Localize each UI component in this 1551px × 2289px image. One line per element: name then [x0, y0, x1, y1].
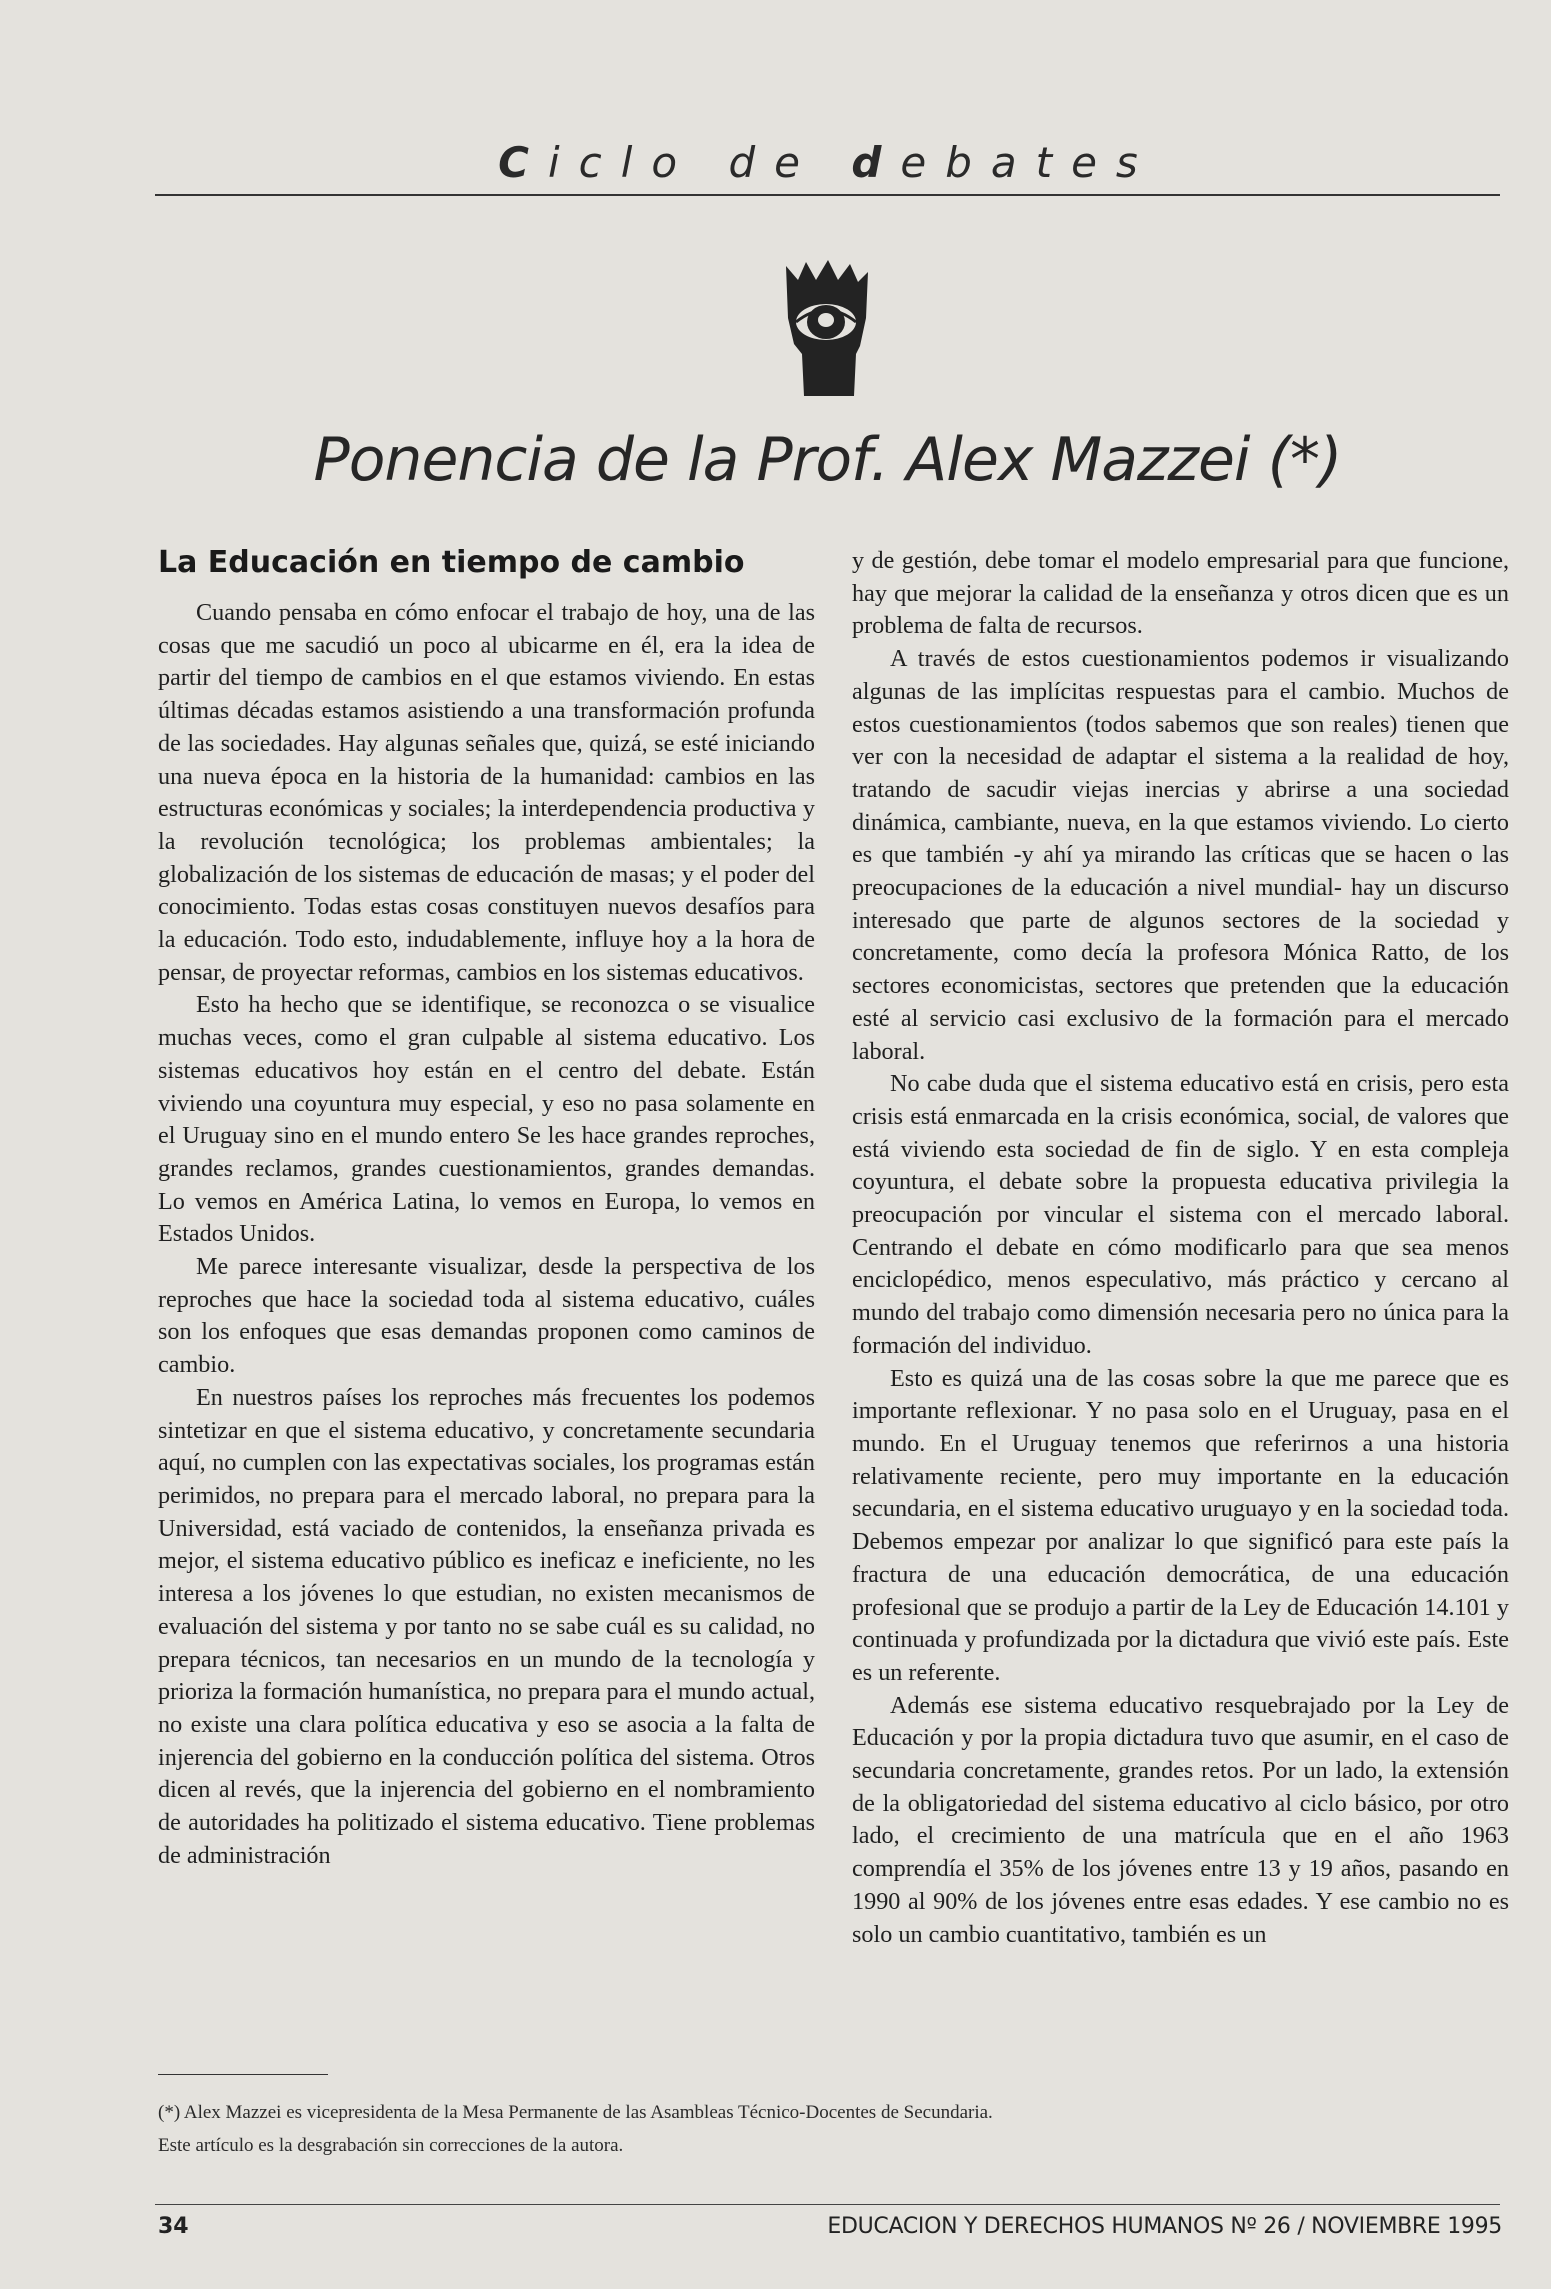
footer-rule	[155, 2204, 1500, 2205]
journal-footer: EDUCACION Y DERECHOS HUMANOS Nº 26 / NOVIEMBRE 1995	[827, 2214, 1502, 2239]
section-header-bold-letter: d	[851, 138, 901, 187]
paragraph: Esto ha hecho que se identifique, se reconozca o se visualice muchas veces, como el gran culpable al sistema educativo. Los sistemas educativos hoy están en el centro del debate. Están viviendo una coyuntura muy especial, y eso no pasa solamente en el Uruguay sino en el mundo entero Se les hace grandes reproches, grandes reclamos, grandes cuestionamientos, grandes demandas. Lo vemos en América Latina, lo vemos en Europa, lo vemos en Estados Unidos.	[158, 991, 815, 1248]
footnote-line: (*) Alex Mazzei es vicepresidenta de la Mesa Permanente de las Asambleas Técnico-Docentes de Secundaria.	[158, 2102, 993, 2123]
paragraph: Me parece interesante visualizar, desde la perspectiva de los reproches que hace la sociedad toda al sistema educativo, cuáles son los enfoques que esas demandas proponen como caminos de cambio.	[158, 1253, 815, 1379]
paragraph: Cuando pensaba en cómo enfocar el trabajo de hoy, una de las cosas que me sacudió un poco al ubicarme en él, era la idea de partir del tiempo de cambios en el que estamos viviendo. En estas últimas décadas estamos asistiendo a una transformación profunda de las sociedades. Hay algunas señales que, quizá, se esté iniciando una nueva época en la historia de la humanidad: cambios en las estructuras económicas y sociales; la interdependencia productiva y la revolución tecnológica; los problemas ambientales; la globalización de los sistemas de educación de masas; y el poder del conocimiento. Todas estas cosas constituyen nuevos desafíos para la educación. Todo esto, indudablemente, influye hoy a la hora de pensar, de proyectar reformas, cambios en los sistemas educativos.	[158, 599, 815, 986]
article-subheading: La Educación en tiempo de cambio	[158, 545, 745, 580]
paragraph: Esto es quizá una de las cosas sobre la que me parece que es importante reflexionar. Y no pasa solo en el Uruguay, pasa en el mundo. En el Uruguay tenemos que referirnos a una historia relativamente reciente, pero muy importante en la educación secundaria, en el sistema educativo uruguayo y en la sociedad toda. Debemos empezar por analizar lo que significó para este país la fractura de una educación democrática, de una educación profesional que se produjo a partir de la Ley de Educación 14.101 y continuada y profundizada por la dictadura que vivió este país. Este es un referente.	[852, 1364, 1509, 1686]
footnote-line: Este artículo es la desgrabación sin correcciones de la autora.	[158, 2135, 624, 2156]
right-column	[852, 545, 1509, 1951]
left-column	[158, 545, 815, 1872]
eye-hand-icon	[776, 258, 876, 398]
page-number: 34	[158, 2214, 189, 2239]
paragraph: y de gestión, debe tomar el modelo empresarial para que funcione, hay que mejorar la calidad de la enseñanza y otros dicen que es un problema de falta de recursos.	[852, 547, 1509, 640]
paragraph: En nuestros países los reproches más frecuentes los podemos sintetizar en que el sistema educativo, y concretamente secundaria aquí, no cumplen con las expectativas sociales, los programas están perimidos, no prepara para el mercado laboral, no prepara para la Universidad, está vaciado de contenidos, la enseñanza privada es mejor, el sistema educativo público es ineficaz e ineficiente, no les interesa a los jóvenes lo que estudian, no existen mecanismos de evaluación del sistema y por tanto no se sabe cuál es su calidad, no prepara técnicos, tan necesarios en un mundo de la tecnología y prioriza la formación humanística, no prepara para el mundo actual, no existe una clara política educativa y eso se asocia a la falta de injerencia del gobierno en la conducción política del sistema. Otros dicen al revés, que la injerencia del gobierno en el nombramiento de autoridades ha politizado el sistema educativo. Tiene problemas de administración	[158, 1383, 815, 1869]
paragraph: Además ese sistema educativo resquebrajado por la Ley de Educación y por la propia dictadura tuvo que asumir, en el caso de secundaria concretamente, grandes retos. Por un lado, la extensión de la obligatoriedad del sistema educativo al ciclo básico, por otro lado, el crecimiento de una matrícula que en el año 1963 comprendía el 35% de los jóvenes entre 13 y 19 años, pasando en 1990 al 90% de los jóvenes entre esas edades. Y ese cambio no es solo un cambio cuantitativo, también es un	[852, 1691, 1509, 1948]
section-header-initial: C	[498, 138, 548, 187]
footnote-rule	[158, 2074, 328, 2075]
header-rule	[155, 194, 1500, 196]
paragraph: No cabe duda que el sistema educativo está en crisis, pero esta crisis está enmarcada en la crisis económica, social, de valores que está viviendo esta sociedad de fin de siglo. Y en esta compleja coyuntura, el debate sobre la propuesta educativa privilegia la preocupación por vincular el sistema con el mercado laboral. Centrando el debate en cómo modificarlo para que sea menos enciclopédico, menos especulativo, más práctico y cercano al mundo del trabajo como dimensión necesaria pero no única para la formación del individuo.	[852, 1070, 1509, 1359]
article-title: Ponencia de la Prof. Alex Mazzei (*)	[313, 425, 1342, 495]
section-header-end: ebates	[900, 138, 1157, 187]
section-header	[155, 138, 1500, 187]
footnote	[158, 2096, 1258, 2162]
section-header-part: iclo de	[547, 138, 852, 187]
paragraph: A través de estos cuestionamientos podemos ir visualizando algunas de las implícitas respuestas para el cambio. Muchos de estos cuestionamientos (todos sabemos que son reales) tienen que ver con la necesidad de adaptar el sistema a la realidad de hoy, tratando de sacudir viejas inercias y abrirse a una sociedad dinámica, cambiante, nueva, en la que estamos viviendo. Lo cierto es que también -y ahí ya mirando las críticas que se hacen o las preocupaciones de la educación a nivel mundial- hay un discurso interesado que parte de algunos sectores de la sociedad y concretamente, como decía la profesora Mónica Ratto, de los sectores economicistas, sectores que pretenden que la educación esté al servicio casi exclusivo de la formación para el mercado laboral.	[852, 645, 1509, 1065]
